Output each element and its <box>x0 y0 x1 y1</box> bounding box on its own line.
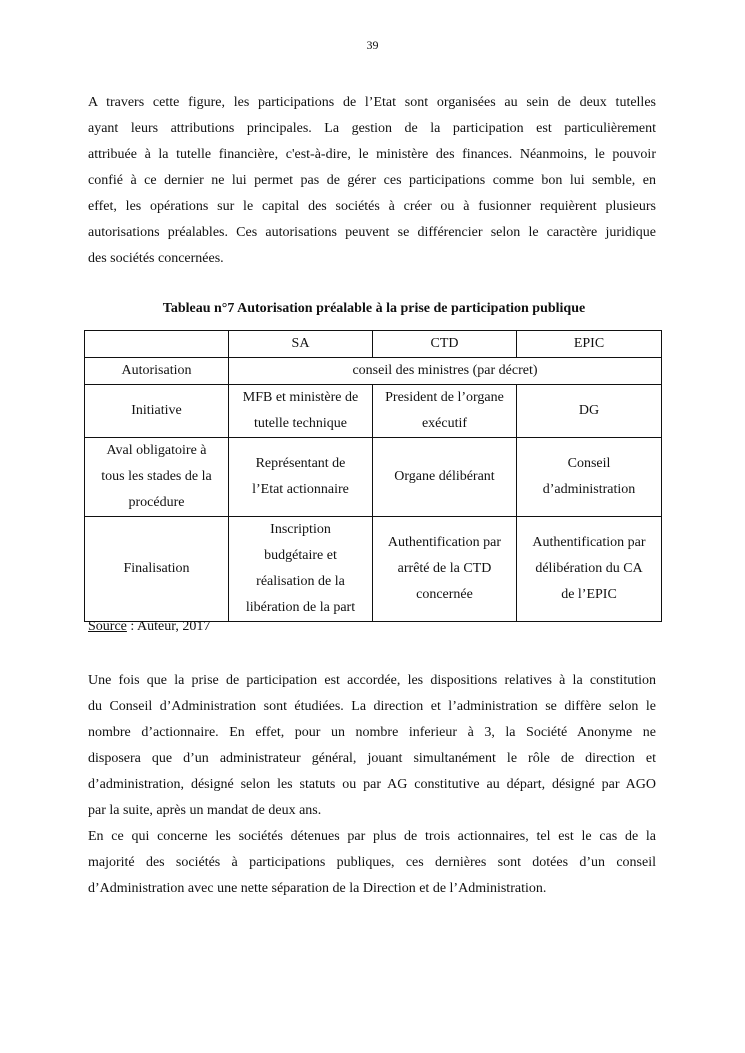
cell-line: Aval obligatoire à <box>106 443 207 458</box>
table-header-row <box>85 331 662 358</box>
cell-line: exécutif <box>421 416 468 431</box>
cell-finalisation-sa <box>229 517 373 622</box>
cell-aval-ctd <box>373 438 517 517</box>
cell-line: Inscription <box>270 522 331 537</box>
cell-line: réalisation de la <box>256 574 345 589</box>
cell-line: Authentification par <box>532 535 646 550</box>
paragraph-line: En ce qui concerne les sociétés détenues par plus de trois actionnaires, tel est le cas de la <box>88 829 656 844</box>
cell-initiative-sa <box>229 385 373 438</box>
table-title: Tableau n°7 Autorisation préalable à la prise de participation publique <box>162 301 586 316</box>
cell-line: procédure <box>128 495 185 510</box>
paragraph-line: majorité des sociétés à participations publiques, ces dernières sont dotées d’un conseil <box>88 855 656 870</box>
cell-autorisation-merged: conseil des ministres (par décret) <box>229 358 662 385</box>
table-row-aval <box>85 438 662 517</box>
paragraph-line: d’Administration avec une nette séparation de la Direction et de l’Administration. <box>88 881 547 896</box>
cell-line: arrêté de la CTD <box>397 561 492 576</box>
row-label-initiative: Initiative <box>85 385 229 438</box>
authorization-table <box>84 330 662 622</box>
cell-line: Authentification par <box>387 535 502 550</box>
cell-line: MFB et ministère de <box>242 390 359 405</box>
source-note <box>88 619 210 635</box>
cell-line: l’Etat actionnaire <box>252 482 349 497</box>
cell-line: tutelle technique <box>254 416 347 431</box>
paragraph-line: effet, les opérations sur le capital des sociétés à créer ou à fusionner requièrent plusieurs <box>88 199 656 214</box>
paragraph-line: d’administration, désigné selon les statuts ou par AG constitutive au départ, désigné par AGO <box>88 777 656 792</box>
paragraph-actionnaires <box>88 824 656 902</box>
paragraph-line: autorisations préalables. Ces autorisations peuvent se différencier selon le caractère juridique <box>88 225 656 240</box>
cell-line: tous les stades de la <box>101 469 212 484</box>
cell-line: de l’EPIC <box>561 587 617 602</box>
header-epic: EPIC <box>517 331 662 358</box>
cell-line: Représentant de <box>255 456 346 471</box>
cell-line: délibération du CA <box>535 561 643 576</box>
table-row-autorisation <box>85 358 662 385</box>
source-text: : Auteur, 2017 <box>126 619 211 634</box>
paragraph-conseil <box>88 668 656 824</box>
paragraph-line: A travers cette figure, les participations de l’Etat sont organisées au sein de deux tutelles <box>88 95 656 110</box>
cell-aval-epic <box>517 438 662 517</box>
paragraph-intro <box>88 90 656 272</box>
paragraph-line: Une fois que la prise de participation est accordée, les dispositions relatives à la constitution <box>88 673 656 688</box>
paragraph-line: nombre d’actionnaire. En effet, pour un nombre inferieur à 3, la Société Anonyme ne <box>88 725 656 740</box>
cell-line: DG <box>578 403 600 418</box>
cell-line: d’administration <box>542 482 636 497</box>
header-empty-cell <box>85 331 229 358</box>
row-label-aval <box>85 438 229 517</box>
cell-initiative-ctd <box>373 385 517 438</box>
paragraph-line: du Conseil d’Administration sont étudiées. La direction et l’administration se diffère selon le <box>88 699 656 714</box>
paragraph-line: disposera que d’un administrateur général, jouant simultanément le rôle de direction et <box>88 751 656 766</box>
cell-line: Organe délibérant <box>394 469 495 484</box>
table-row-finalisation <box>85 517 662 622</box>
cell-line: budgétaire et <box>264 548 337 563</box>
paragraph-line: ayant leurs attributions principales. La gestion de la participation est particulièrement <box>88 121 656 136</box>
paragraph-line: par la suite, après un mandat de deux ans. <box>88 803 322 818</box>
paragraph-line: attribuée à la tutelle financière, c'est-à-dire, le ministère des finances. Néanmoins, le pouvoir <box>88 147 656 162</box>
cell-line: concernée <box>416 587 473 602</box>
cell-line: Conseil <box>567 456 611 471</box>
table-row-initiative <box>85 385 662 438</box>
header-ctd: CTD <box>373 331 517 358</box>
header-sa: SA <box>229 331 373 358</box>
row-label-finalisation: Finalisation <box>85 517 229 622</box>
cell-initiative-epic <box>517 385 662 438</box>
cell-line: libération de la part <box>245 600 356 615</box>
cell-aval-sa <box>229 438 373 517</box>
page-number: 39 <box>366 38 379 52</box>
paragraph-line: des sociétés concernées. <box>88 251 224 266</box>
cell-finalisation-epic <box>517 517 662 622</box>
cell-finalisation-ctd <box>373 517 517 622</box>
paragraph-line: confié à ce dernier ne lui permet pas de gérer ces participations comme bon lui semble, en <box>88 173 656 188</box>
cell-line: President de l’organe <box>385 390 504 405</box>
source-label: Source <box>88 619 127 634</box>
row-label-autorisation: Autorisation <box>85 358 229 385</box>
